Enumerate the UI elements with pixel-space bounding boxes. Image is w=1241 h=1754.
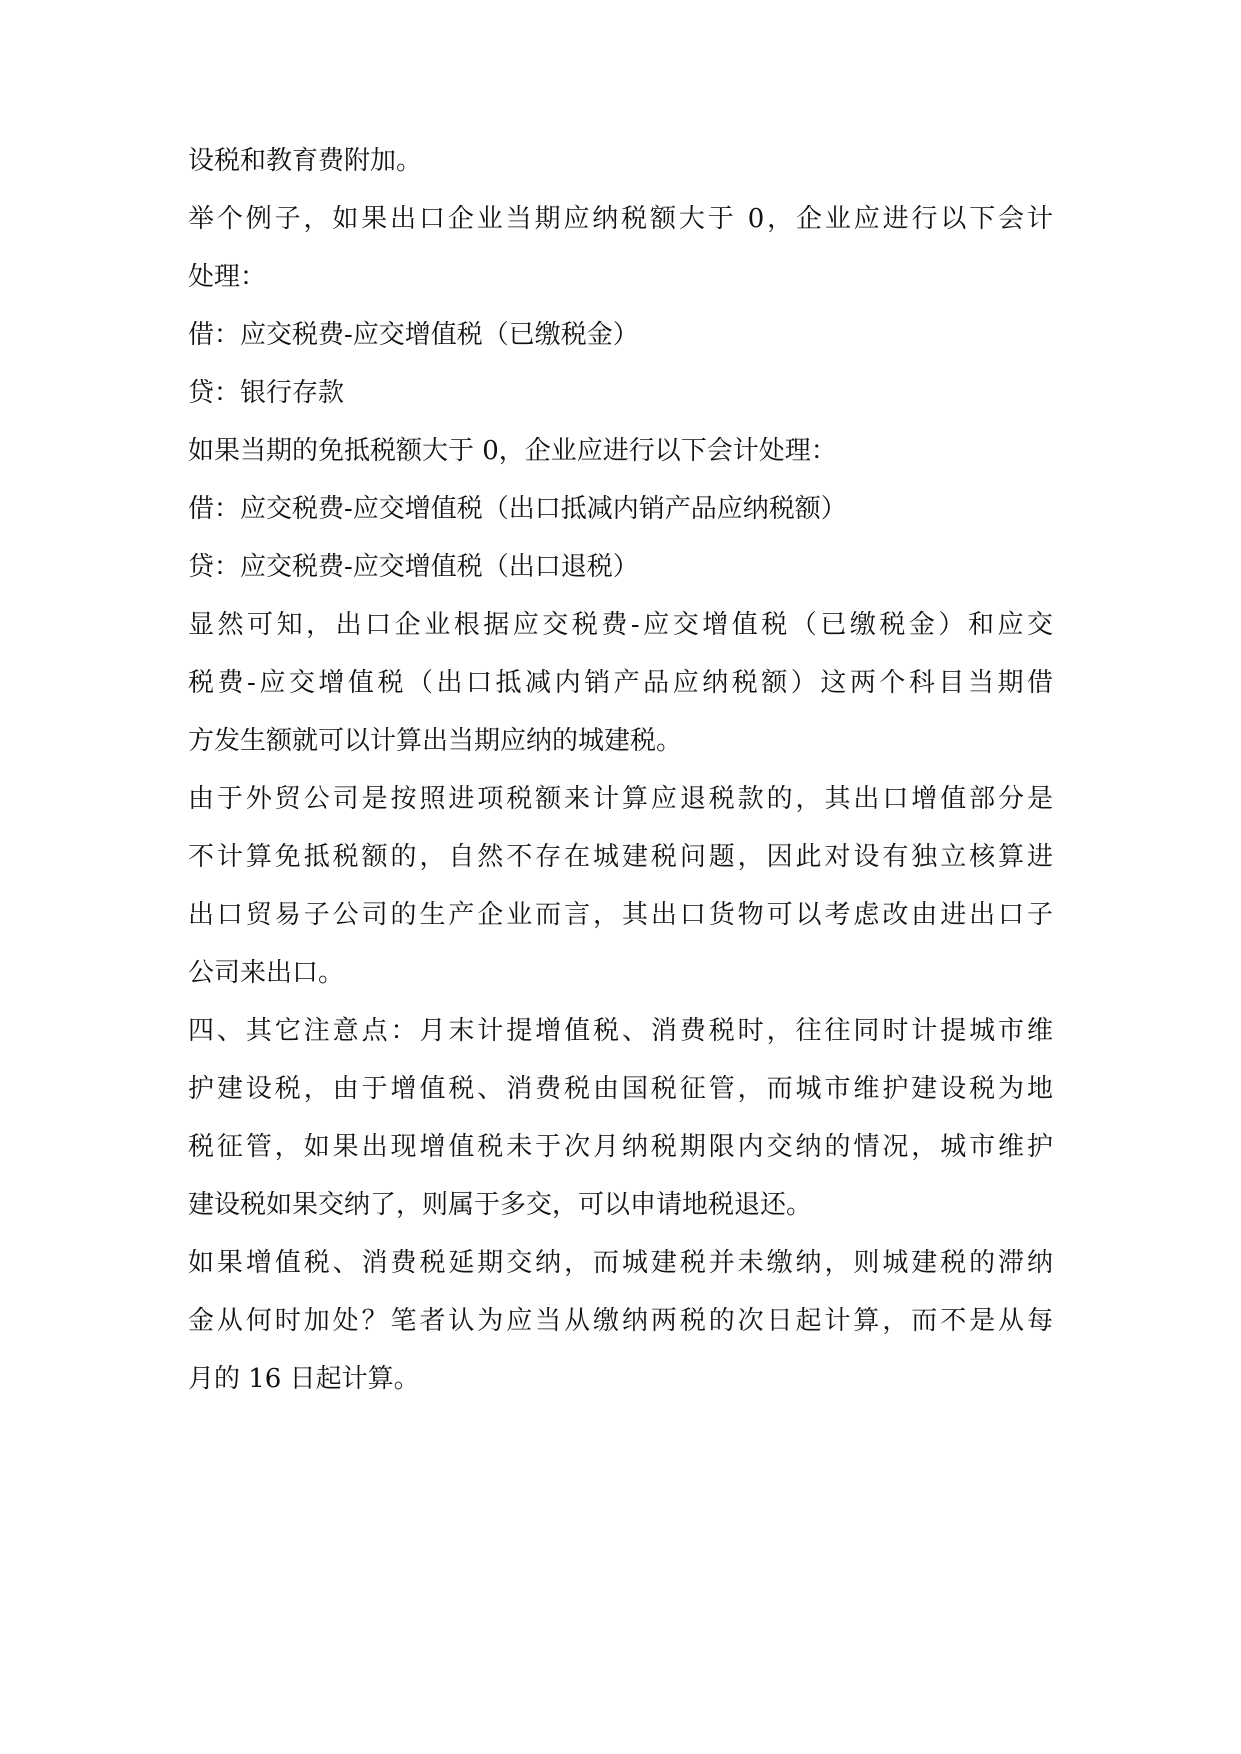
text-line: 方发生额就可以计算出当期应纳的城建税。 bbox=[188, 726, 683, 756]
text-line: 四、其它注意点：月末计提增值税、消费税时，往往同时计提城市维 bbox=[188, 1016, 1053, 1046]
text-line: 公司来出口。 bbox=[188, 958, 345, 988]
text-line: 月的 16 日起计算。 bbox=[188, 1364, 420, 1394]
text-line: 显然可知，出口企业根据应交税费-应交增值税（已缴税金）和应交 bbox=[188, 610, 1053, 640]
text-line: 如果增值税、消费税延期交纳，而城建税并未缴纳，则城建税的滞纳 bbox=[188, 1248, 1053, 1278]
text-line: 如果当期的免抵税额大于 0，企业应进行以下会计处理： bbox=[188, 436, 837, 466]
text-line: 金从何时加处？笔者认为应当从缴纳两税的次日起计算，而不是从每 bbox=[188, 1306, 1053, 1336]
text-line: 出口贸易子公司的生产企业而言，其出口货物可以考虑改由进出口子 bbox=[188, 900, 1053, 930]
text-line: 由于外贸公司是按照进项税额来计算应退税款的，其出口增值部分是 bbox=[188, 784, 1053, 814]
text-line: 设税和教育费附加。 bbox=[188, 146, 423, 176]
text-line: 护建设税，由于增值税、消费税由国税征管，而城市维护建设税为地 bbox=[188, 1074, 1053, 1104]
text-line: 贷：应交税费-应交增值税（出口退税） bbox=[188, 552, 639, 582]
text-line: 处理： bbox=[188, 262, 267, 292]
text-line: 税费-应交增值税（出口抵减内销产品应纳税额）这两个科目当期借 bbox=[188, 668, 1053, 698]
text-line: 贷：银行存款 bbox=[188, 378, 345, 408]
text-line: 借：应交税费-应交增值税（已缴税金） bbox=[188, 320, 639, 350]
text-line: 举个例子，如果出口企业当期应纳税额大于 0，企业应进行以下会计 bbox=[188, 204, 1053, 234]
text-line: 建设税如果交纳了，则属于多交，可以申请地税退还。 bbox=[188, 1190, 813, 1220]
text-line: 借：应交税费-应交增值税（出口抵减内销产品应纳税额） bbox=[188, 494, 847, 524]
text-line: 税征管，如果出现增值税未于次月纳税期限内交纳的情况，城市维护 bbox=[188, 1132, 1053, 1162]
text-line: 不计算免抵税额的，自然不存在城建税问题，因此对设有独立核算进 bbox=[188, 842, 1053, 872]
